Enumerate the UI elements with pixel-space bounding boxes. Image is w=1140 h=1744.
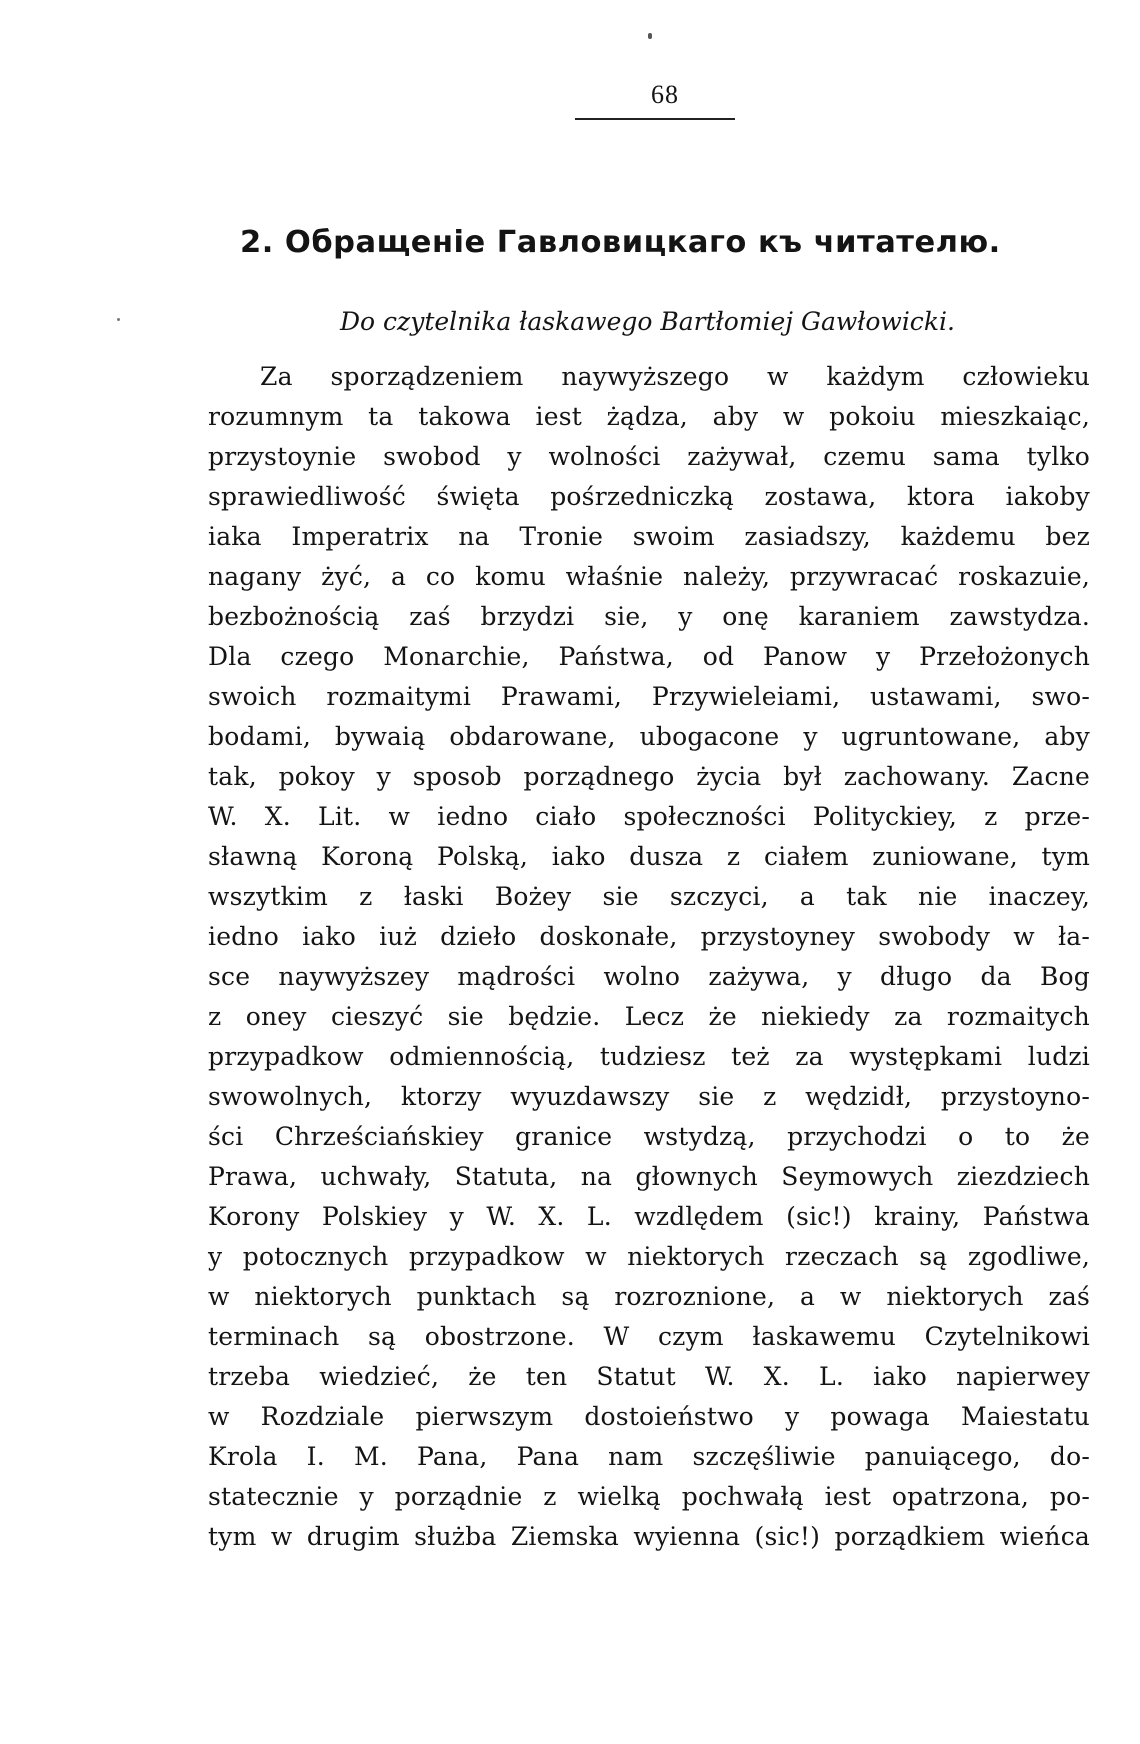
text-line: iaka Imperatrix na Tronie swoim zasiadszy, każdemu bez xyxy=(208,522,1090,551)
text-line: W. X. Lit. w iedno ciało społeczności Polityckiey, z prze- xyxy=(208,802,1090,831)
print-speck xyxy=(648,33,652,39)
text-line: w niektorych punktach są rozroznione, a w niektorych zaś xyxy=(208,1282,1090,1311)
section-subheading: Do czytelnika łaskawego Bartłomiej Gawłowicki. xyxy=(340,307,955,336)
page-number-rule xyxy=(575,118,735,120)
text-line: swowolnych, ktorzy wyuzdawszy sie z wędzidł, przystoyno- xyxy=(208,1082,1090,1111)
print-speck xyxy=(117,318,120,321)
text-line: sprawiedliwość święta pośrzedniczką zostawa, ktora iakoby xyxy=(208,482,1090,511)
section-heading: 2. Обращеніе Гавловицкаго къ читателю. xyxy=(240,225,1001,260)
text-line: wszytkim z łaski Bożey sie szczyci, a tak nie inaczey, xyxy=(208,882,1090,911)
text-line: tak, pokoy y sposob porządnego życia był zachowany. Zacne xyxy=(208,762,1090,791)
text-line: bezbożnością zaś brzydzi sie, y onę karaniem zawstydza. xyxy=(208,602,1090,631)
text-line: Korony Polskiey y W. X. L. wzdlędem (sic!) krainy, Państwa xyxy=(208,1202,1090,1231)
text-line: rozumnym ta takowa iest żądza, aby w pokoiu mieszkaiąc, xyxy=(208,402,1090,431)
text-line: przystoynie swobod y wolności zażywał, czemu sama tylko xyxy=(208,442,1090,471)
text-line: trzeba wiedzieć, że ten Statut W. X. L. iako napierwey xyxy=(208,1362,1090,1391)
text-line: Dla czego Monarchie, Państwa, od Panow y Przełożonych xyxy=(208,642,1090,671)
text-line: sławną Koroną Polską, iako dusza z ciałem zuniowane, tym xyxy=(208,842,1090,871)
text-line: terminach są obostrzone. W czym łaskawemu Czytelnikowi xyxy=(208,1322,1090,1351)
text-line: tym w drugim służba Ziemska wyienna (sic!) porządkiem wieńca xyxy=(208,1522,1090,1551)
text-line: nagany żyć, a co komu właśnie należy, przywracać roskazuie, xyxy=(208,562,1090,591)
text-line: bodami, bywaią obdarowane, ubogacone y ugruntowane, aby xyxy=(208,722,1090,751)
text-line: sce naywyższey mądrości wolno zażywa, y długo da Bog xyxy=(208,962,1090,991)
text-line: Prawa, uchwały, Statuta, na głownych Seymowych ziezdziech xyxy=(208,1162,1090,1191)
text-line: iedno iako iuż dzieło doskonałe, przystoyney swobody w ła- xyxy=(208,922,1090,951)
text-line: Krola I. M. Pana, Pana nam szczęśliwie panuiącego, do- xyxy=(208,1442,1090,1471)
text-line: z oney cieszyć sie będzie. Lecz że niekiedy za rozmaitych xyxy=(208,1002,1090,1031)
text-line: ści Chrześciańskiey granice wstydzą, przychodzi o to że xyxy=(208,1122,1090,1151)
text-line: Za sporządzeniem naywyższego w każdym człowieku xyxy=(260,362,1090,391)
text-line: swoich rozmaitymi Prawami, Przywieleiami, ustawami, swo- xyxy=(208,682,1090,711)
text-line: y potocznych przypadkow w niektorych rzeczach są zgodliwe, xyxy=(208,1242,1090,1271)
page-number: 68 xyxy=(651,80,679,109)
text-line: statecznie y porządnie z wielką pochwałą iest opatrzona, po- xyxy=(208,1482,1090,1511)
body-text xyxy=(208,357,1090,1557)
text-line: w Rozdziale pierwszym dostoieństwo y powaga Maiestatu xyxy=(208,1402,1090,1431)
text-line: przypadkow odmiennością, tudziesz też za występkami ludzi xyxy=(208,1042,1090,1071)
